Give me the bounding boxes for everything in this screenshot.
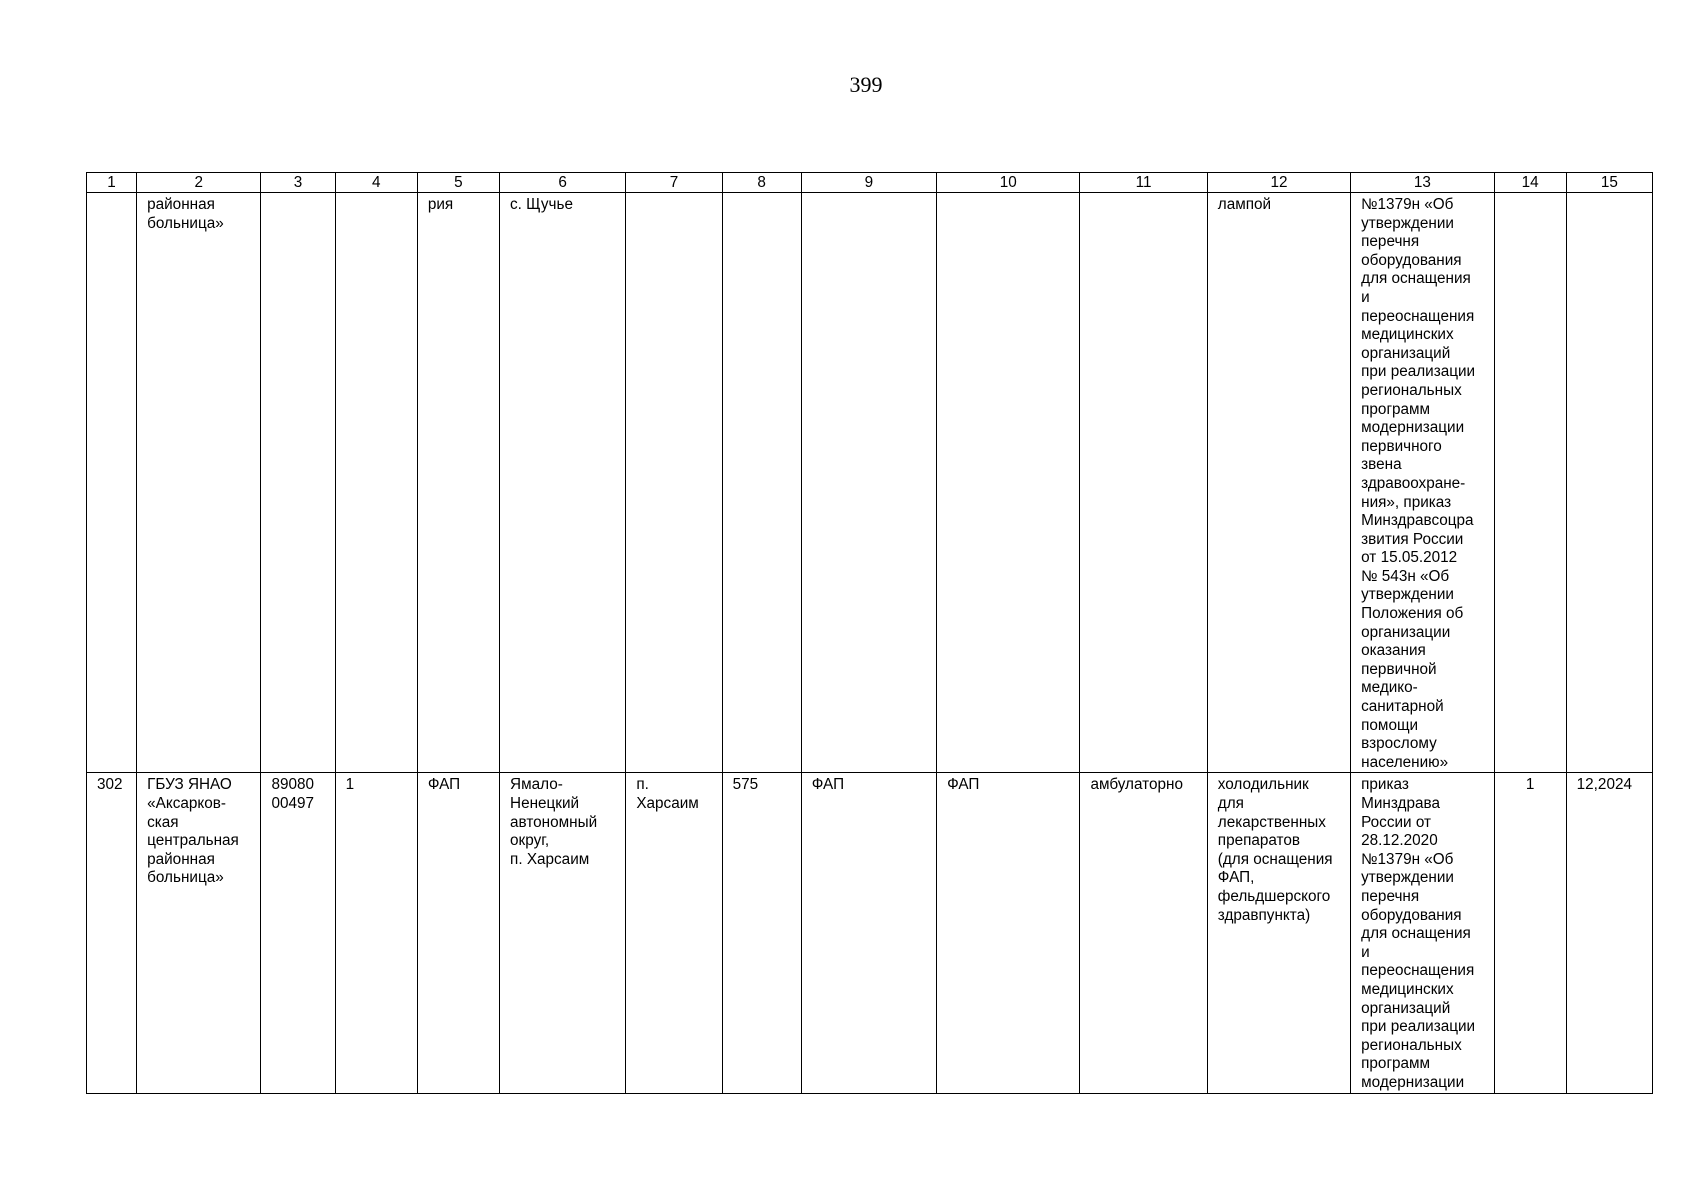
column-header: 12 xyxy=(1207,173,1350,193)
column-header: 14 xyxy=(1494,173,1566,193)
table-cell: 89080 00497 xyxy=(261,773,335,1093)
table-cell xyxy=(1566,193,1652,773)
table-cell: 575 xyxy=(722,773,801,1093)
column-header: 3 xyxy=(261,173,335,193)
table-cell xyxy=(937,193,1080,773)
column-header: 8 xyxy=(722,173,801,193)
table-cell: ФАП xyxy=(937,773,1080,1093)
column-header: 11 xyxy=(1080,173,1207,193)
table-cell: №1379н «Об утверждении перечня оборудования для оснащения и переоснащения медицинских организаций при реализации региональных программ модернизации первичного звена здравоохране- ния», приказ Минздравсоцра звития России от 15.05.2012 № 543н «Об утверждении Положения об организации оказания первичной медико- санитарной помощи взрослому населению» xyxy=(1351,193,1494,773)
table-cell xyxy=(801,193,936,773)
table-cell: 302 xyxy=(87,773,137,1093)
column-number-row xyxy=(87,173,1653,193)
column-header: 7 xyxy=(626,173,722,193)
column-header: 6 xyxy=(500,173,626,193)
table-cell: 12,2024 xyxy=(1566,773,1652,1093)
table-cell: лампой xyxy=(1207,193,1350,773)
table-row xyxy=(87,773,1653,1093)
register-table xyxy=(86,172,1653,1094)
column-header: 5 xyxy=(417,173,499,193)
table-cell xyxy=(626,193,722,773)
table-cell: с. Щучье xyxy=(500,193,626,773)
column-header: 2 xyxy=(137,173,261,193)
table-cell: районная больница» xyxy=(137,193,261,773)
table-cell xyxy=(722,193,801,773)
table-cell: приказ Минздрава России от 28.12.2020 №1379н «Об утверждении перечня оборудования для оснащения и переоснащения медицинских организаций при реализации региональных программ модернизации xyxy=(1351,773,1494,1093)
table-row xyxy=(87,193,1653,773)
table-cell: холодильник для лекарственных препаратов (для оснащения ФАП, фельдшерского здравпункта) xyxy=(1207,773,1350,1093)
column-header: 13 xyxy=(1351,173,1494,193)
table-cell: 1 xyxy=(1494,773,1566,1093)
table-cell: ГБУЗ ЯНАО «Аксарков- ская центральная районная больница» xyxy=(137,773,261,1093)
column-header: 1 xyxy=(87,173,137,193)
table-cell xyxy=(335,193,417,773)
table-cell xyxy=(261,193,335,773)
table-cell xyxy=(1494,193,1566,773)
column-header: 10 xyxy=(937,173,1080,193)
table-cell: п. Харсаим xyxy=(626,773,722,1093)
column-header: 9 xyxy=(801,173,936,193)
table-cell: ФАП xyxy=(801,773,936,1093)
page-number: 399 xyxy=(849,72,883,97)
column-header: 15 xyxy=(1566,173,1652,193)
table-cell: рия xyxy=(417,193,499,773)
table-cell: ФАП xyxy=(417,773,499,1093)
table-cell xyxy=(87,193,137,773)
table-cell: Ямало- Ненецкий автономный округ, п. Харсаим xyxy=(500,773,626,1093)
table-cell: амбулаторно xyxy=(1080,773,1207,1093)
table-cell: 1 xyxy=(335,773,417,1093)
column-header: 4 xyxy=(335,173,417,193)
table-cell xyxy=(1080,193,1207,773)
